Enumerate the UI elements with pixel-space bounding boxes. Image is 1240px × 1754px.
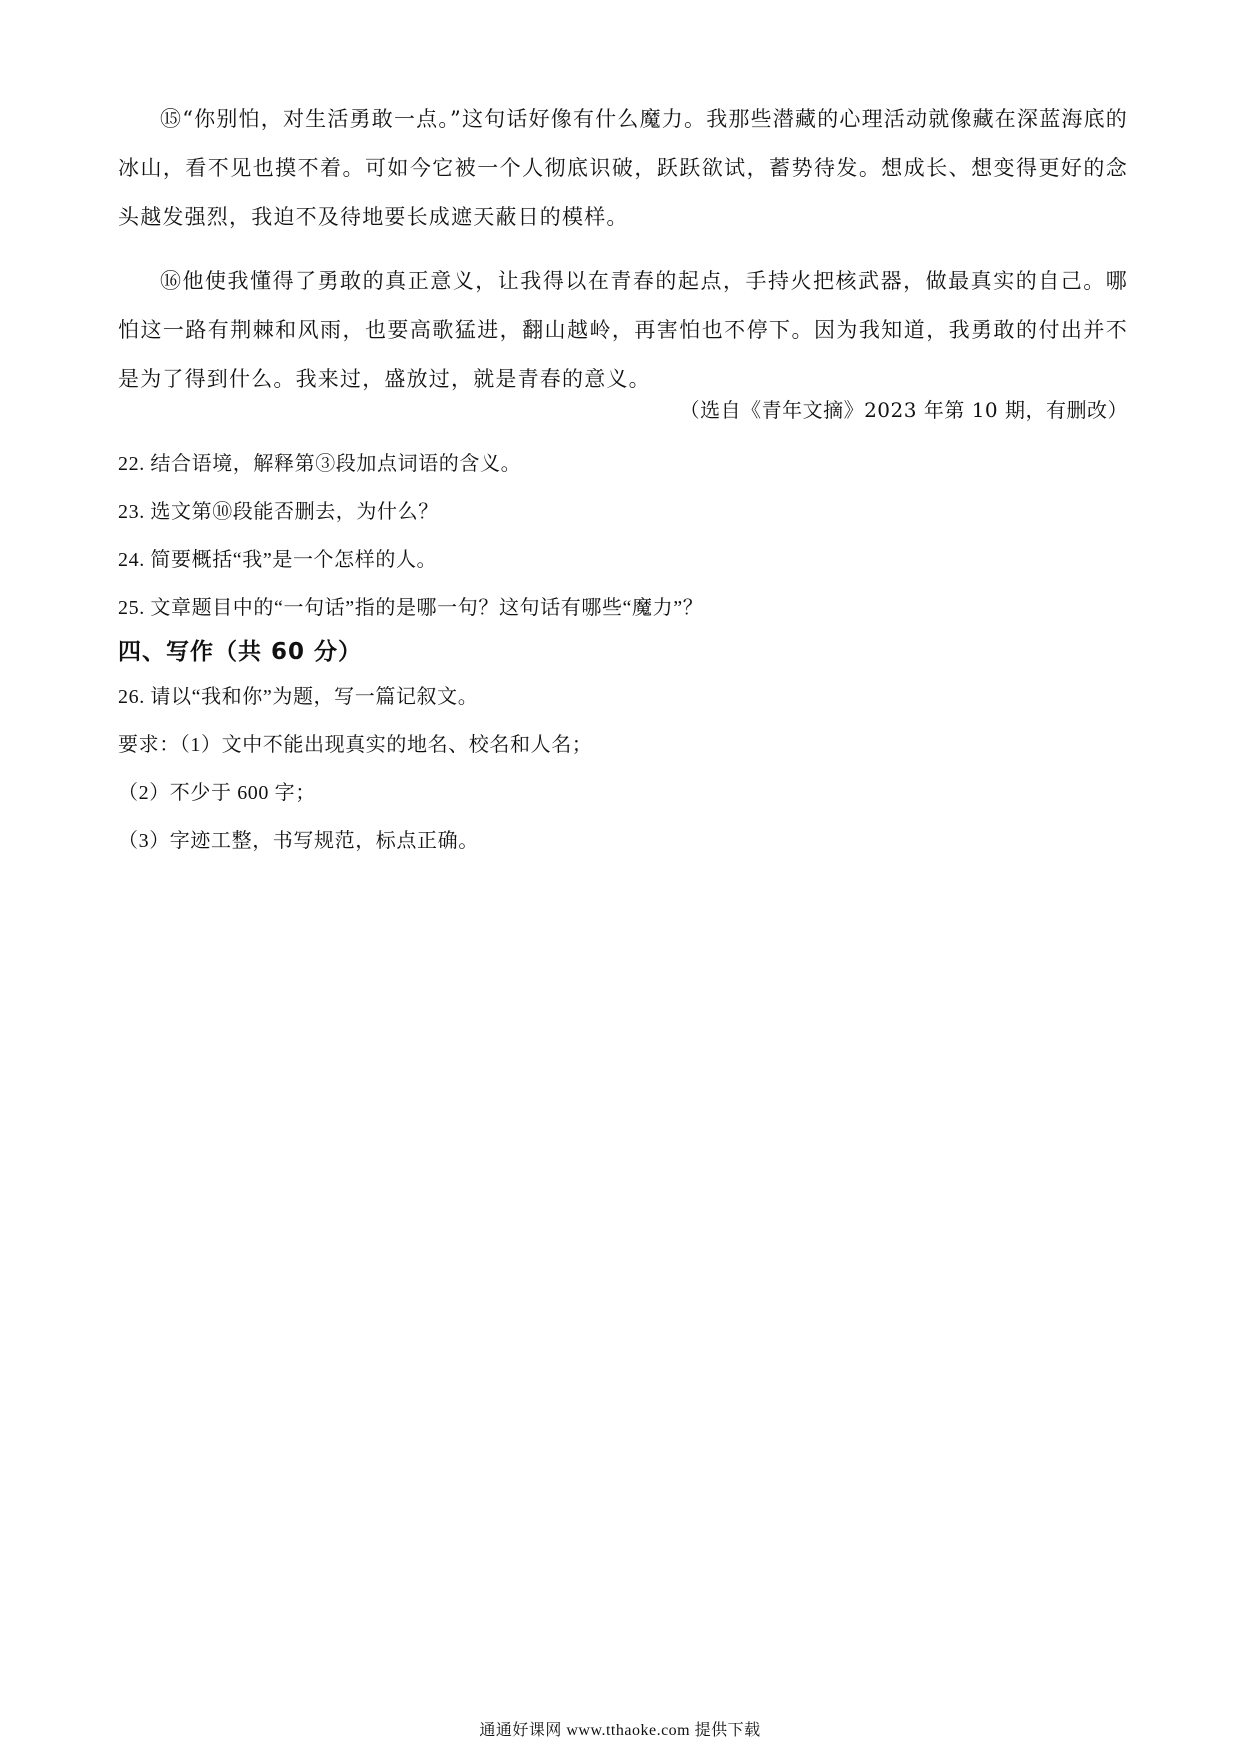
question-22: 22. 结合语境，解释第③段加点词语的含义。 xyxy=(118,453,522,475)
passage-source: （选自《青年文摘》2023 年第 10 期，有删改） xyxy=(679,398,1128,422)
question-26: 26. 请以“我和你”为题，写一篇记叙文。 xyxy=(118,686,479,708)
writing-section-heading: 四、写作（共 60 分） xyxy=(118,639,363,665)
page-footer: 通通好课网 www.tthaoke.com 提供下载 xyxy=(479,1722,761,1739)
writing-requirement-3: （3）字迹工整，书写规范，标点正确。 xyxy=(118,830,479,852)
writing-requirement-1: 要求：（1）文中不能出现真实的地名、校名和人名； xyxy=(118,734,593,756)
question-24: 24. 简要概括“我”是一个怎样的人。 xyxy=(118,549,438,571)
passage-paragraph-16: ⑯他使我懂得了勇敢的真正意义，让我得以在青春的起点，手持火把核武器，做最真实的自己。哪怕这一路有荆棘和风雨，也要高歌猛进，翻山越岭，再害怕也不停下。因为我知道，我勇敢的付出并不是为了得到什么。我来过，盛放过，就是青春的意义。 xyxy=(118,269,1128,391)
writing-requirement-2: （2）不少于 600 字； xyxy=(118,782,316,804)
passage-paragraph-15: ⑮“你别怕，对生活勇敢一点。”这句话好像有什么魔力。我那些潜藏的心理活动就像藏在深蓝海底的冰山，看不见也摸不着。可如今它被一个人彻底识破，跃跃欲试，蓄势待发。想成长、想变得更好的念头越发强烈，我迫不及待地要长成遮天蔽日的模样。 xyxy=(118,107,1128,229)
question-23: 23. 选文第⑩段能否删去，为什么？ xyxy=(118,501,439,523)
question-25: 25. 文章题目中的“一句话”指的是哪一句？这句话有哪些“魔力”？ xyxy=(118,597,704,619)
